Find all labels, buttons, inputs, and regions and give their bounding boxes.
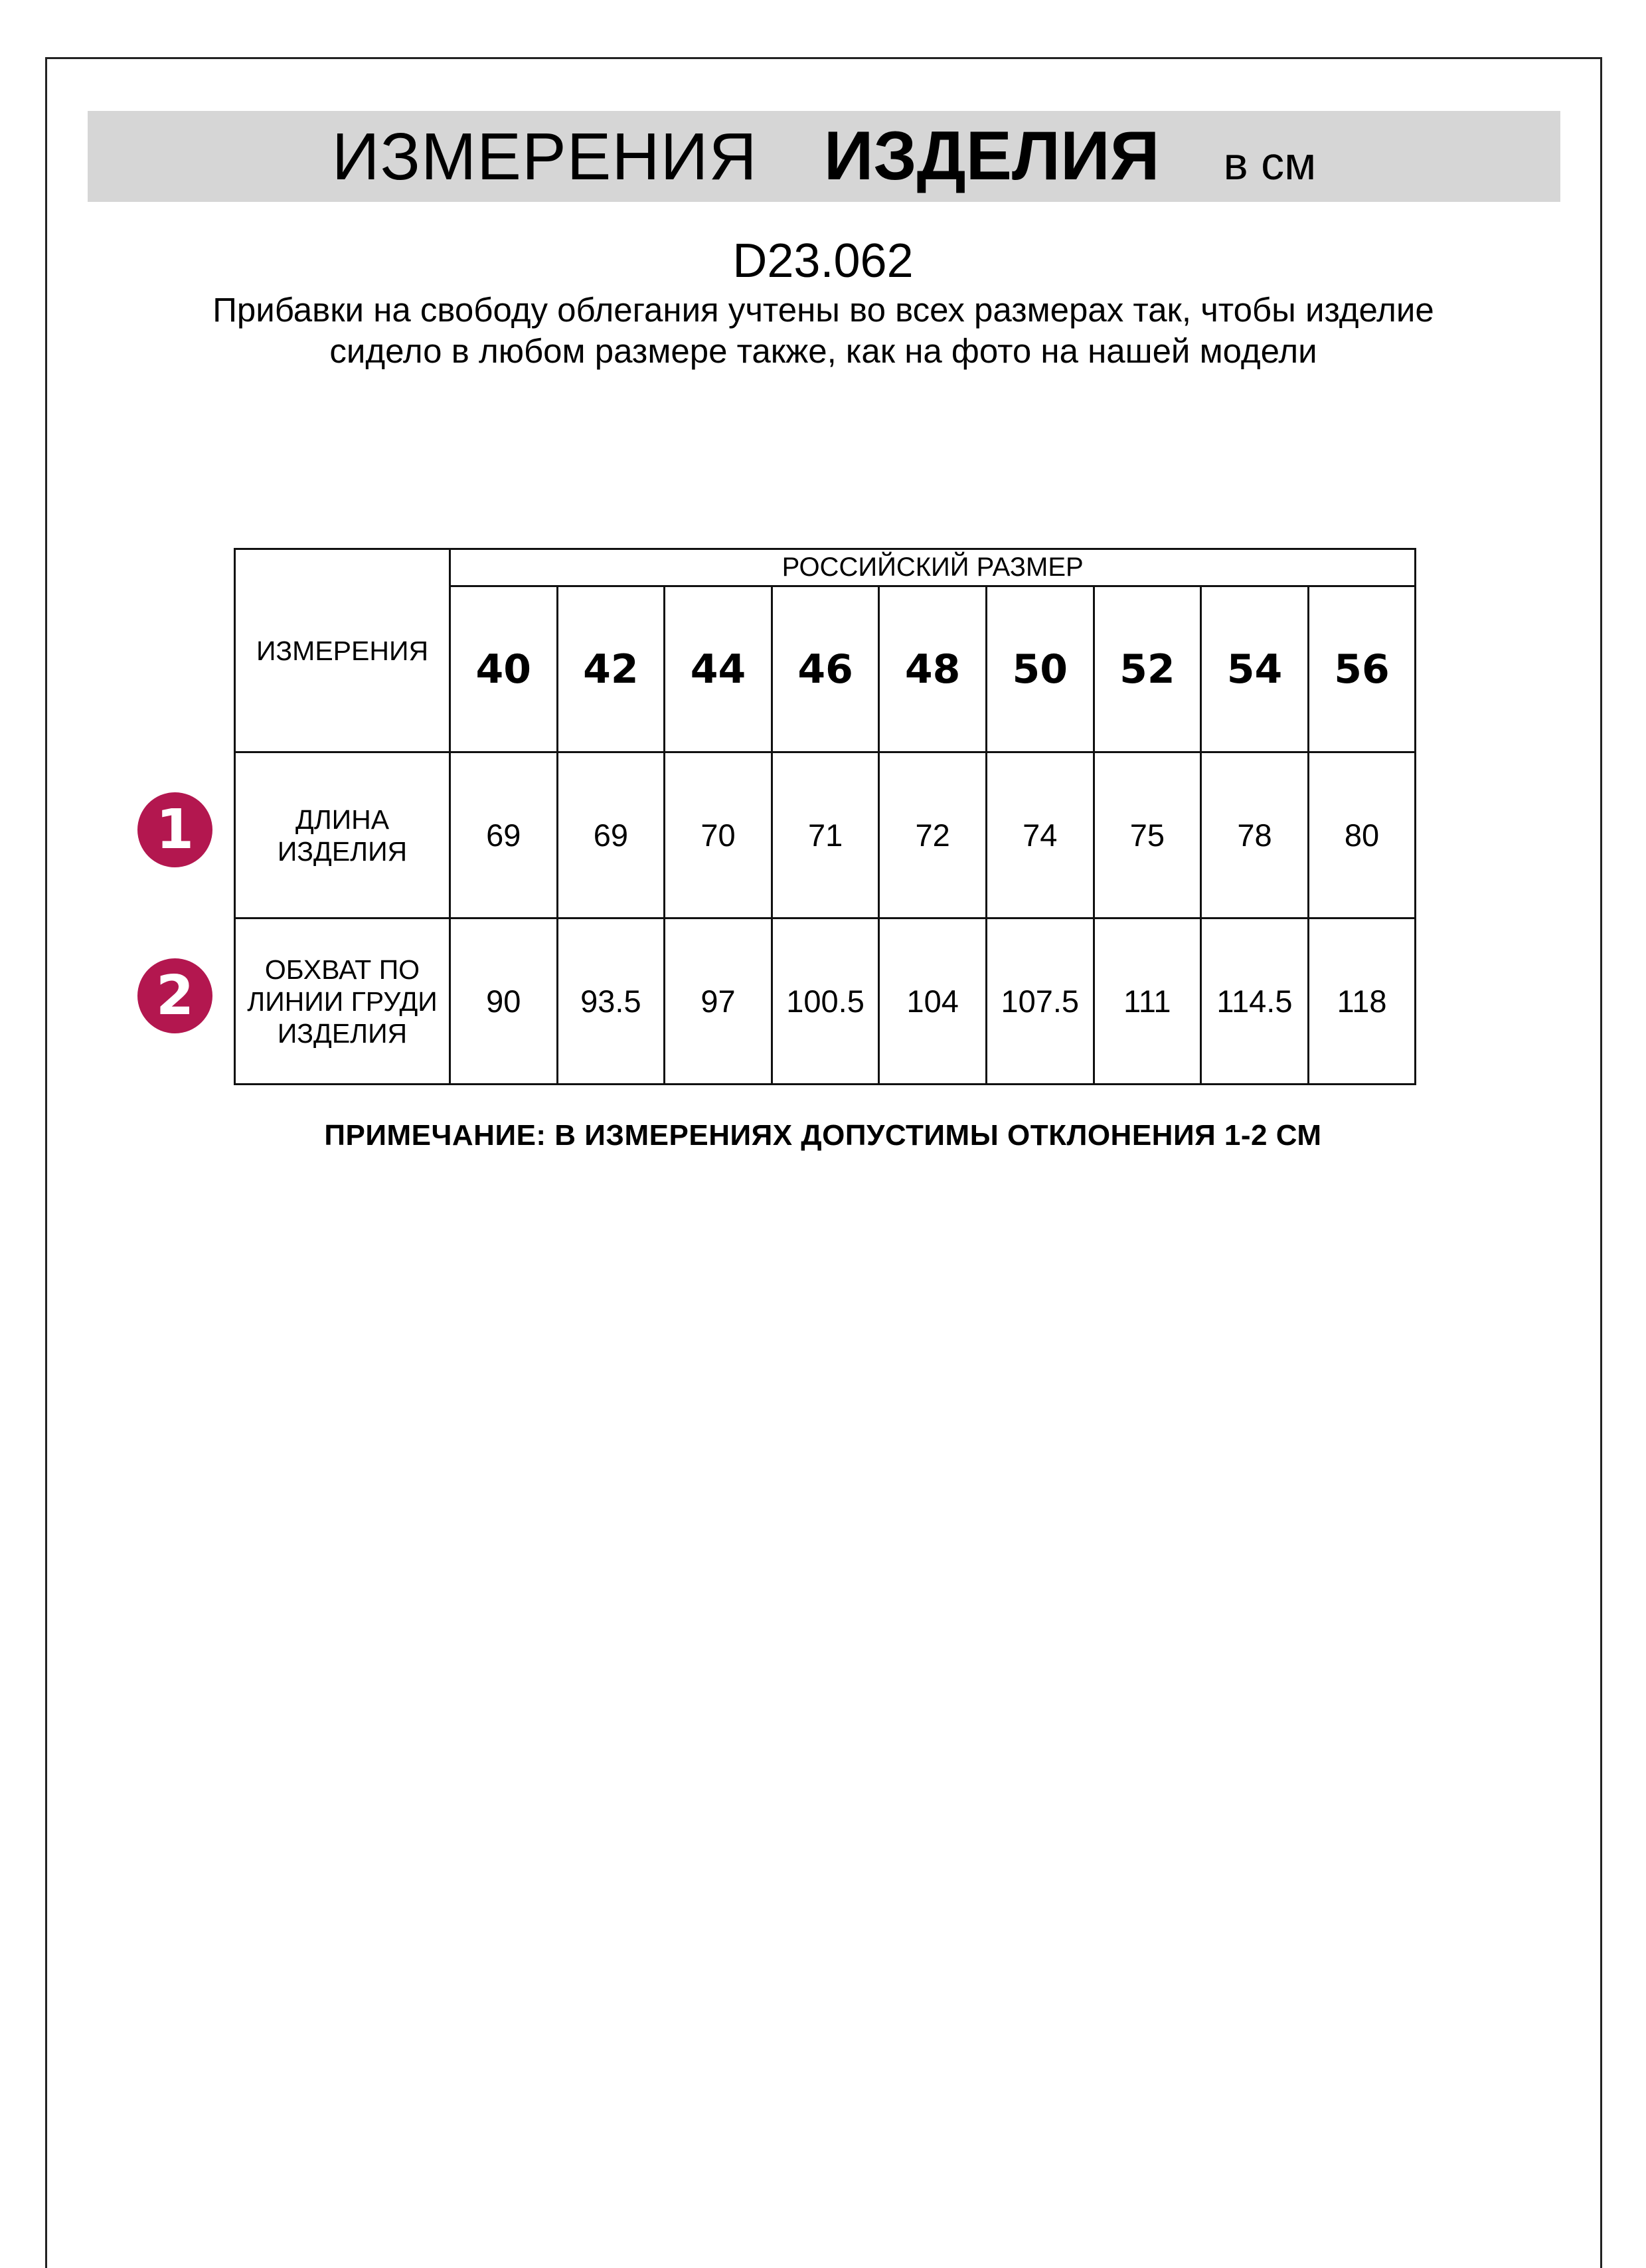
row-label-length: ДЛИНА ИЗДЕЛИЯ xyxy=(235,752,450,918)
value-cell: 69 xyxy=(450,752,558,918)
value-cell: 71 xyxy=(772,752,879,918)
title-bar xyxy=(88,111,1560,202)
value-cell: 111 xyxy=(1094,918,1201,1085)
size-header: 40 xyxy=(450,586,558,752)
value-cell: 75 xyxy=(1094,752,1201,918)
value-cell: 70 xyxy=(665,752,772,918)
badge-number-1: 1 xyxy=(137,792,212,867)
title-bold: ИЗДЕЛИЯ xyxy=(823,118,1160,195)
title-unit: в см xyxy=(1223,137,1317,189)
table-row xyxy=(235,918,1416,1085)
page-title xyxy=(88,111,1560,202)
size-group-header: РОССИЙСКИЙ РАЗМЕР xyxy=(450,549,1416,586)
value-cell: 74 xyxy=(986,752,1094,918)
title-regular: ИЗМЕРЕНИЯ xyxy=(331,120,758,194)
size-header: 54 xyxy=(1201,586,1309,752)
value-cell: 107.5 xyxy=(986,918,1094,1085)
value-cell: 78 xyxy=(1201,752,1309,918)
value-cell: 114.5 xyxy=(1201,918,1309,1085)
value-cell: 100.5 xyxy=(772,918,879,1085)
page-frame xyxy=(45,57,1602,2268)
size-header: 42 xyxy=(557,586,665,752)
badge-number-2: 2 xyxy=(137,958,212,1033)
value-cell: 104 xyxy=(879,918,987,1085)
row-label-chest: ОБХВАТ ПО ЛИНИИ ГРУДИ ИЗДЕЛИЯ xyxy=(235,918,450,1085)
size-header: 56 xyxy=(1308,586,1416,752)
value-cell: 97 xyxy=(665,918,772,1085)
size-header: 52 xyxy=(1094,586,1201,752)
table-row xyxy=(235,752,1416,918)
value-cell: 80 xyxy=(1308,752,1416,918)
size-header: 44 xyxy=(665,586,772,752)
article-code: D23.062 xyxy=(732,234,914,288)
value-cell: 69 xyxy=(557,752,665,918)
size-header: 46 xyxy=(772,586,879,752)
measurement-note: ПРИМЕЧАНИЕ: В ИЗМЕРЕНИЯХ ДОПУСТИМЫ ОТКЛОНЕНИЯ 1-2 СМ xyxy=(324,1119,1322,1152)
value-cell: 90 xyxy=(450,918,558,1085)
fit-description: Прибавки на свободу облегания учтены во всех размерах так, чтобы изделие сидело в любом размере также, как на фото на нашей модели xyxy=(212,291,1434,370)
size-header: 48 xyxy=(879,586,987,752)
size-header: 50 xyxy=(986,586,1094,752)
value-cell: 118 xyxy=(1308,918,1416,1085)
value-cell: 72 xyxy=(879,752,987,918)
measure-header: ИЗМЕРЕНИЯ xyxy=(235,549,450,752)
size-table xyxy=(234,548,1416,1085)
value-cell: 93.5 xyxy=(557,918,665,1085)
